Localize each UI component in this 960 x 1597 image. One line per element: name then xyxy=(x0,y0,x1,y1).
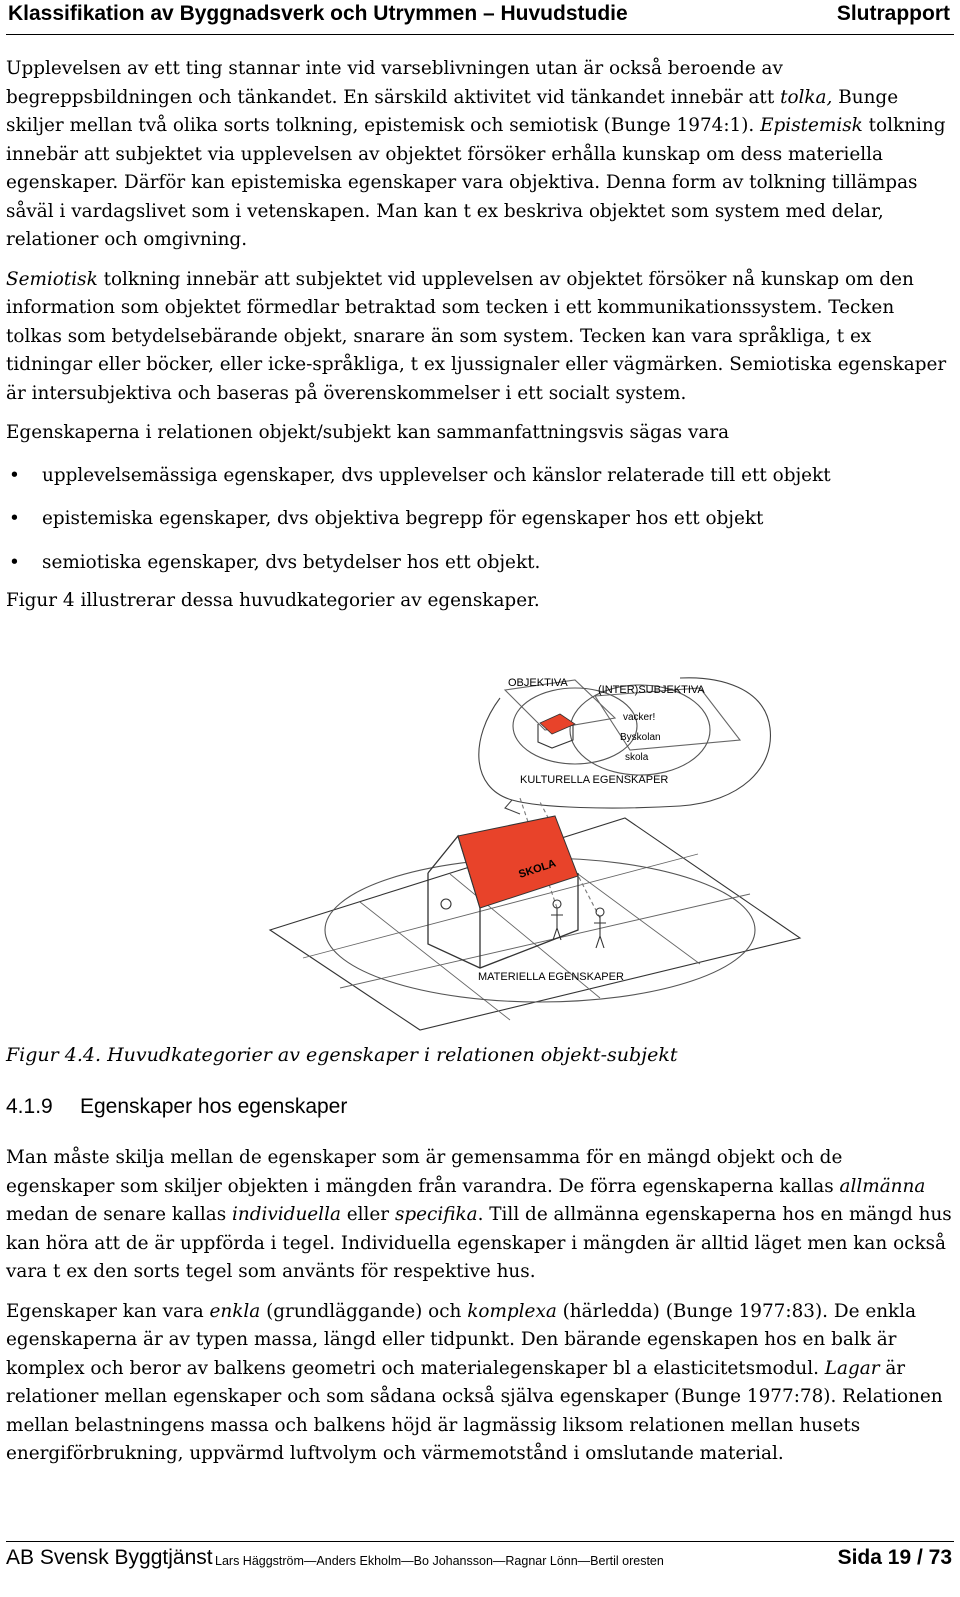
venn-circle-objektiva xyxy=(513,688,637,764)
page-header xyxy=(0,0,960,34)
text-run: eller xyxy=(340,1204,395,1225)
page-footer xyxy=(6,1546,952,1582)
text-run: (härledda) (Bunge 1977:83). De enkla egenskaperna är av typen massa, längd eller tidpunkt. Den bärande egenskapen hos en balk är komplex och beror av balkens geometri och materialegenskaper bl a elasticitetsmodul. xyxy=(6,1300,917,1379)
roof-sign-skola: SKOLA xyxy=(517,857,558,881)
body-text-bottom xyxy=(0,1144,960,1469)
term-komplexa: komplexa xyxy=(467,1300,557,1322)
term-allmanna: allmänna xyxy=(839,1175,926,1197)
label-intersubjektiva: (INTER)SUBJEKTIVA xyxy=(598,684,705,696)
text-run: Bunge skiljer mellan två olika sorts tolkning, epistemisk och semiotisk (Bunge 1974:1). xyxy=(6,86,899,136)
person-icon xyxy=(551,900,563,940)
term-lagar: Lagar xyxy=(824,1357,880,1379)
text-run: tolkning innebär att subjektet via upplevelsen av objektet försöker erhålla kunskap om dess materiella egenskaper. Därför kan epistemiska egenskaper vara objektiva. Denna form av tolkning tillämpas såväl i vardagslivet som i vetenskapen. Man kan t ex beskriva objektet som system med delar, relationer och omgivning. xyxy=(6,115,946,250)
document-title: Klassifikation av Byggnadsverk och Utrymmen – Huvudstudie xyxy=(8,2,628,25)
term-enkla: enkla xyxy=(209,1300,261,1322)
paragraph-enkla-komplexa xyxy=(6,1298,952,1469)
section-title: Egenskaper hos egenskaper xyxy=(80,1095,348,1118)
text-run: medan de senare kallas xyxy=(6,1204,233,1225)
person-icon xyxy=(594,908,606,948)
bullet-icon: • xyxy=(9,551,20,573)
label-kulturella: KULTURELLA EGENSKAPER xyxy=(520,774,669,786)
body-text-top xyxy=(0,55,960,616)
paragraph-epistemisk xyxy=(6,55,952,255)
paragraph-semiotisk xyxy=(6,266,952,409)
text-run: . Till de allmänna egenskaperna hos en mängd hus kan höra att de är uppförda i tegel. Individuella egenskaper i mängden är alltid läget men kan också vara t ex den sorts tegel som använts för respektive hus. xyxy=(6,1204,952,1282)
footer-rule xyxy=(6,1541,954,1542)
text-run: (grundläggande) och xyxy=(260,1300,468,1322)
term-tolka: tolka, xyxy=(780,86,833,108)
paragraph-figure-ref: Figur 4 illustrerar dessa huvudkategorier av egenskaper. xyxy=(6,590,540,611)
paragraph-allmanna xyxy=(6,1144,952,1287)
figure-diagram xyxy=(0,668,960,1033)
bullet-icon: • xyxy=(9,508,20,529)
header-rule xyxy=(6,34,954,35)
property-list xyxy=(6,462,952,578)
list-item xyxy=(6,549,952,578)
clock-icon xyxy=(441,899,451,909)
list-item-text: epistemiska egenskaper, dvs objektiva begrepp för egenskaper hos ett objekt xyxy=(42,508,764,529)
term-semiotisk: Semiotisk xyxy=(6,268,98,290)
figure-caption: Figur 4.4. Huvudkategorier av egenskaper i relationen objekt-subjekt xyxy=(6,1044,678,1066)
page-number: Sida 19 / 73 xyxy=(837,1546,952,1569)
list-item xyxy=(6,462,952,491)
bubble-text-1: vacker! xyxy=(623,712,656,723)
list-item-text: semiotiska egenskaper, dvs betydelser hos ett objekt. xyxy=(42,551,541,573)
text-run: Egenskaper kan vara xyxy=(6,1300,210,1322)
list-item-text: upplevelsemässiga egenskaper, dvs upplevelser och känslor relaterade till ett objekt xyxy=(42,464,831,486)
section-number: 4.1.9 xyxy=(6,1095,53,1118)
bubble-text-2: Byskolan xyxy=(620,732,661,743)
text-run: Man måste skilja mellan de egenskaper som är gemensamma för en mängd objekt och de egenskaper som skiljer objekten i mängden från varandra. De förra egenskaperna kallas xyxy=(6,1147,843,1197)
text-run: Upplevelsen av ett ting stannar inte vid varseblivningen utan är också beroende av begreppsbildningen och tänkandet. En särskild aktivitet vid tänkandet innebär att xyxy=(6,58,783,108)
report-type: Slutrapport xyxy=(836,2,950,25)
term-epistemisk: Epistemisk xyxy=(760,115,863,136)
label-objektiva: OBJEKTIVA xyxy=(508,677,568,689)
house-roof xyxy=(458,816,578,908)
text-run: är relationer mellan egenskaper och som sådana också själva egenskaper (Bunge 1977:78). Relationen mellan belastningens massa och balkens höjd är lagmässig liksom relationen mellan husets energiförbrukning, uppvärmd luftvolym och värmemotstånd i omslutande material. xyxy=(6,1357,943,1464)
label-materiella: MATERIELLA EGENSKAPER xyxy=(478,971,624,983)
bullet-icon: • xyxy=(9,464,20,486)
paragraph-summary: Egenskaperna i relationen objekt/subjekt kan sammanfattningsvis sägas vara xyxy=(6,422,730,443)
footer-organization: AB Svensk Byggtjänst xyxy=(6,1546,213,1569)
text-run: tolkning innebär att subjektet vid upplevelsen av objektet försöker nå kunskap om den information som objektet förmedlar betraktad som tecken i ett kommunikationssystem. Tecken tolkas som betydelsebärande objekt, snarare än som system. Tecken kan vara språkliga, t ex tidningar eller böcker, eller icke-språkliga, t ex ljussignaler eller vägmärken. Semiotiska egenskaper är intersubjektiva och baseras på överenskommelser i ett socialt system. xyxy=(6,268,947,404)
bubble-text-3: skola xyxy=(625,752,649,763)
list-item xyxy=(6,505,952,534)
footer-authors: Lars Häggström—Anders Ekholm—Bo Johansson—Ragnar Lönn—Bertil oresten xyxy=(215,1554,664,1568)
term-specifika: specifika xyxy=(394,1204,478,1225)
section-heading xyxy=(6,1095,347,1119)
term-individuella: individuella xyxy=(232,1204,341,1225)
